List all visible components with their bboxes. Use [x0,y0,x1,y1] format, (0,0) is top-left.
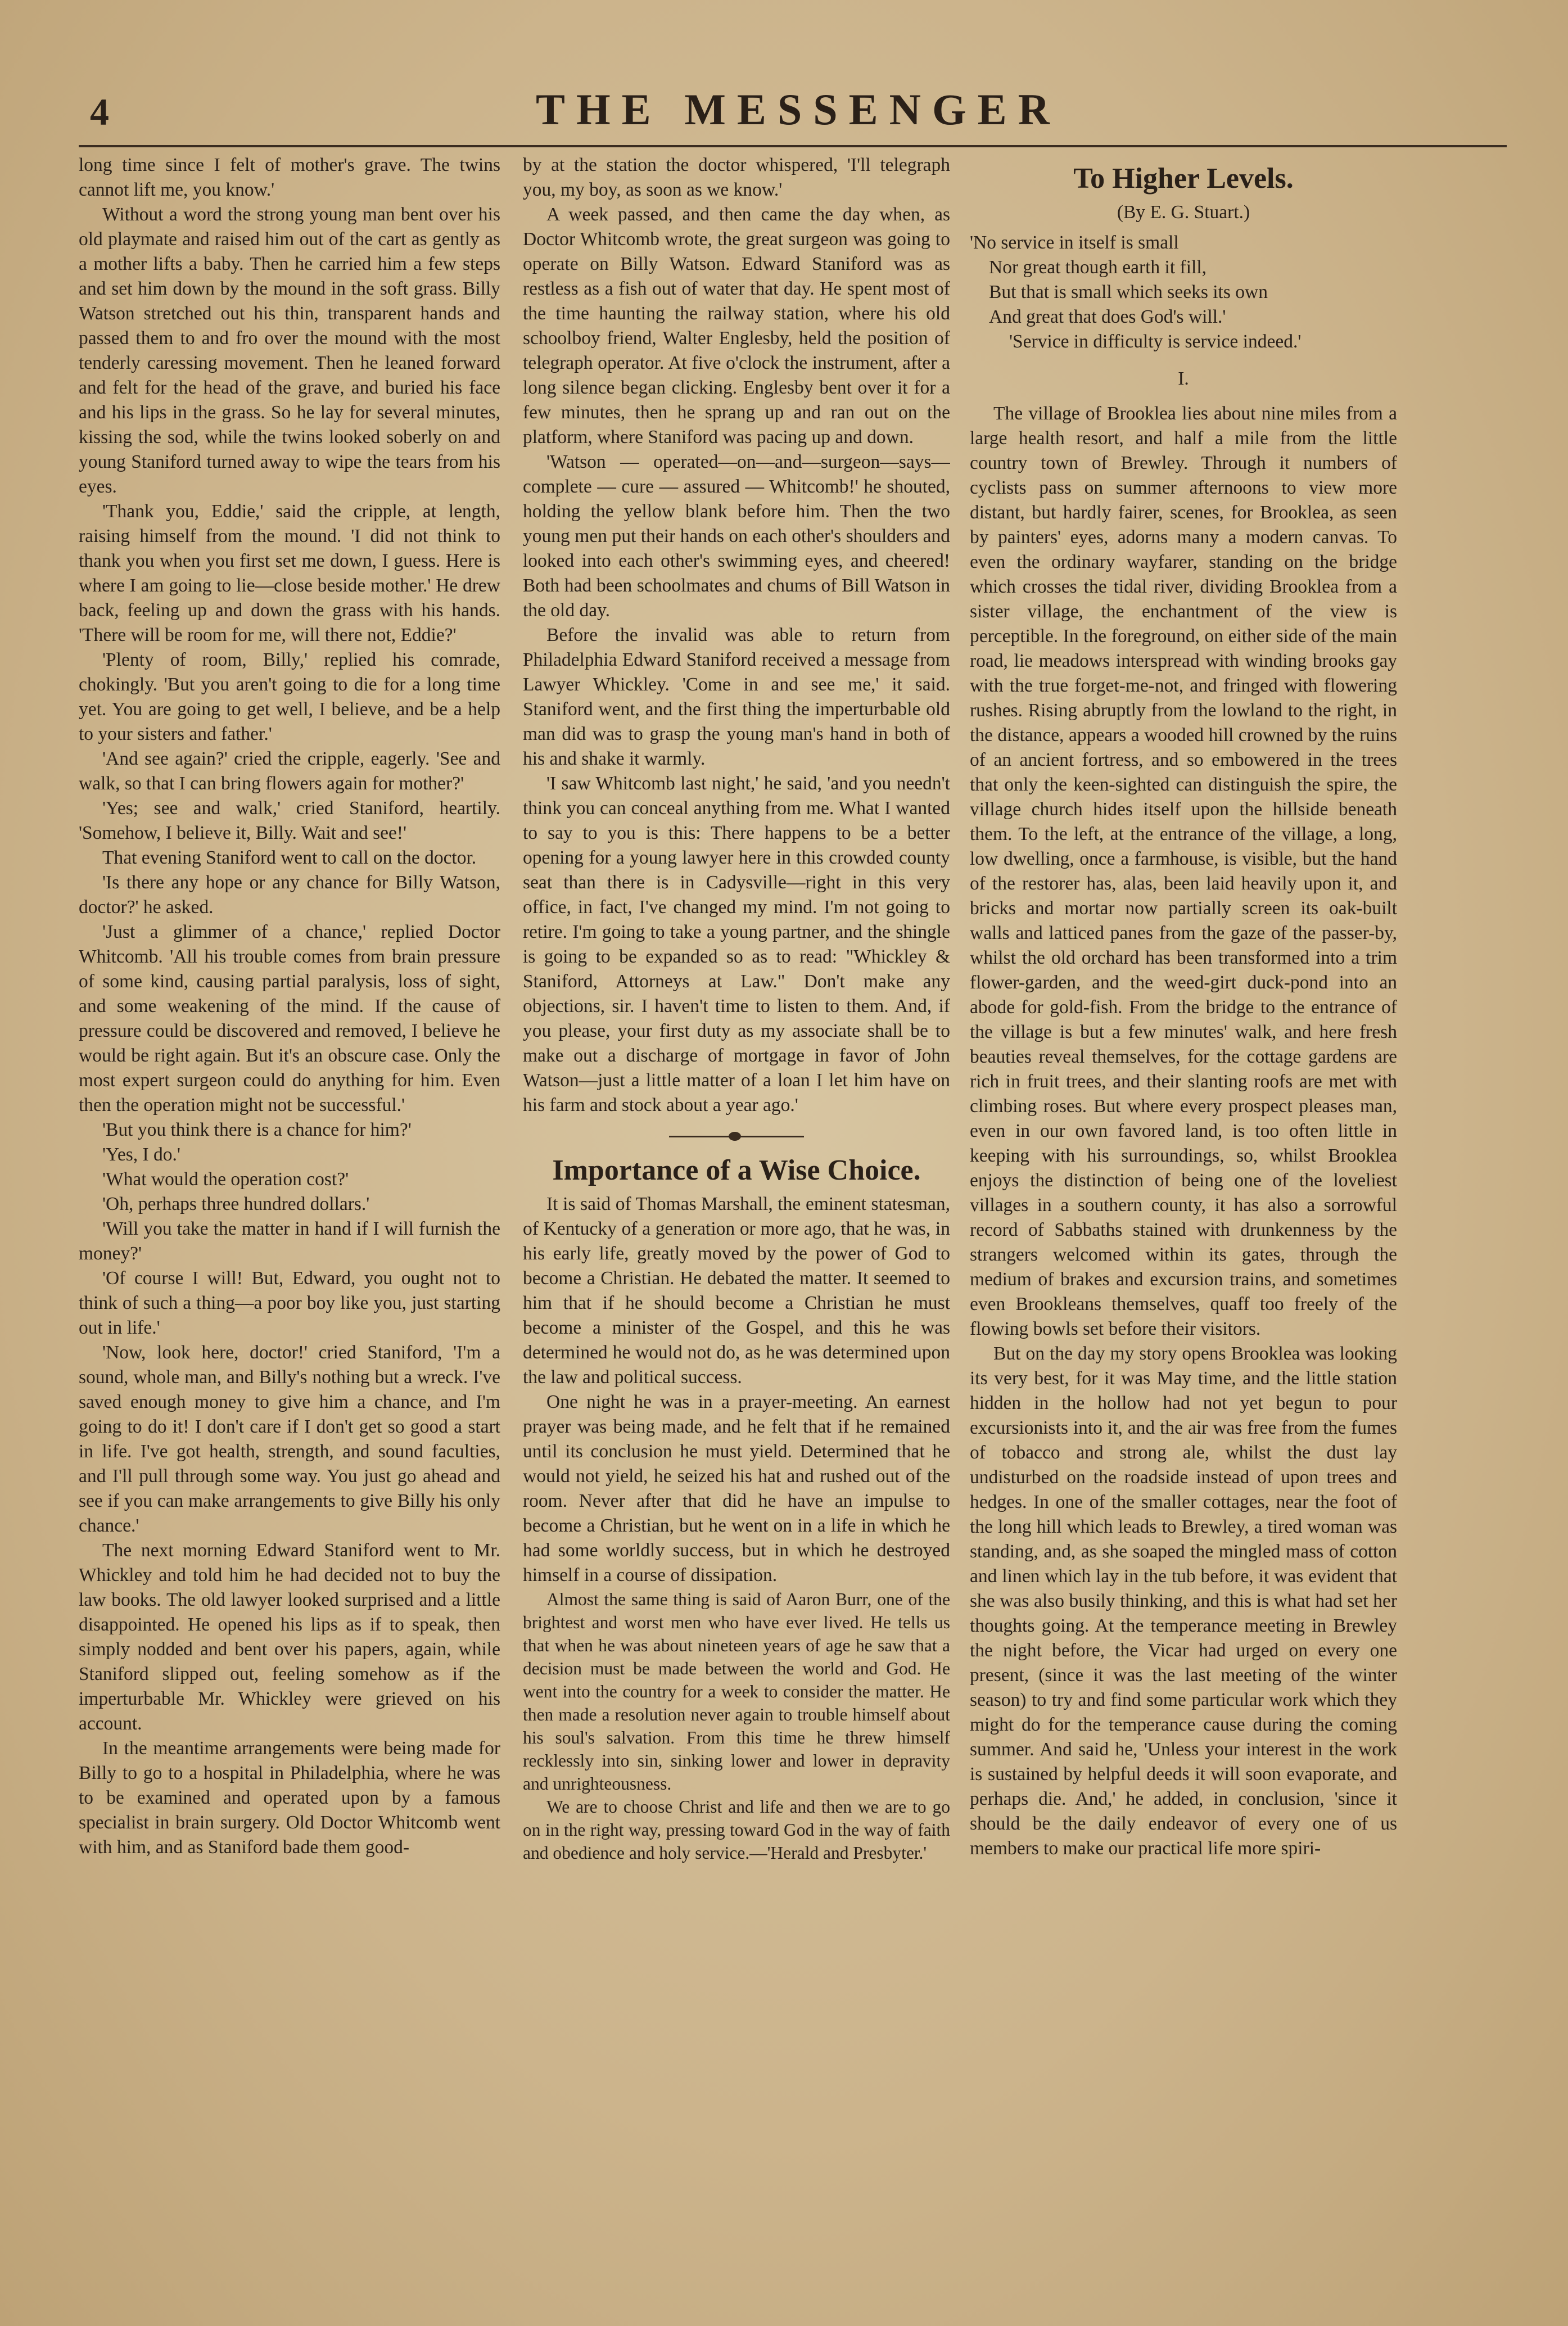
paragraph: Almost the same thing is said of Aaron Burr, one of the brightest and worst men who have ever lived. He tells us that when he was about nineteen years of age he saw that a decision must be made between the world and God. He went into the country for a week to consider the matter. He then made a resolution never again to trouble himself about his soul's salvation. From this time he threw himself recklessly into sin, sinking lower and lower in depravity and unrighteousness. [523,1589,950,1794]
paragraph: Before the invalid was able to return from Philadelphia Edward Staniford received a message from Lawyer Whickley. 'Come in and see me,' it said. Staniford went, and the first thing the imperturbable old man did was to grasp the young man's hand in both of his and shake it warmly. [523,625,950,769]
article-title: Importance of a Wise Choice. [552,1154,921,1186]
paragraph: 'Thank you, Eddie,' said the cripple, at length, raising himself from the mound. 'I did not think to thank you when you first set me down, I guess. Here is where I am going to lie—close beside mother.' He drew back, feeling up and down the grass with his hands. 'There will be room for me, will there not, Eddie?' [79,501,500,645]
paragraph: 'What would the operation cost?' [102,1169,349,1190]
paragraph: 'But you think there is a chance for him?' [102,1119,412,1140]
masthead-rule [79,145,1507,147]
paragraph: A week passed, and then came the day when, as Doctor Whitcomb wrote, the great surgeon was going to operate on Billy Watson. Edward Staniford was as restless as a fish out of water that day. He spent most of the time haunting the railway station, where his old schoolboy friend, Walter Englesby, held the position of telegraph operator. At five o'clock the instrument, after a long silence began clicking. Englesby bent over it for a few minutes, then he sprang up and ran out on the platform, where Staniford was pacing up and down. [523,204,950,448]
column-1 [79,153,500,2233]
column-3 [970,153,1397,2233]
paragraph: Without a word the strong young man bent over his old playmate and raised him out of the cart as gently as a mother lifts a baby. Then he carried him a few steps and set him down by the mound in the soft grass. Billy Watson stretched out his thin, transparent hands and passed them to and fro over the mound with the most tenderly caressing movement. Then he leaned forward and felt for the head of the grave, and buried his face and his lips in the grass. So he lay for several minutes, kissing the sod, while the twins looked soberly on and young Staniford turned away to wipe the tears from his eyes. [79,204,500,497]
paragraph: 'Watson — operated—on—and—surgeon—says—complete — cure — assured — Whitcomb!' he shouted, holding the yellow blank before him. Then the two young men put their hands on each other's shoulders and looked into each other's swimming eyes, and cheered! Both had been schoolmates and chums of Bill Watson in the old day. [523,451,950,621]
column-2 [523,153,950,2233]
article-divider [523,1128,950,1145]
article-title: To Higher Levels. [1073,162,1294,195]
masthead [79,84,1518,146]
paragraph: 'Will you take the matter in hand if I will furnish the money?' [79,1218,500,1264]
paragraph: 'Now, look here, doctor!' cried Staniford, 'I'm a sound, whole man, and Billy's nothing but a wreck. I've saved enough money to give him a chance, and I'm going to do it! I don't care if I don't get so good a start in life. I've got health, strength, and sound faculties, and I'll pull through some way. You just go ahead and see if you can make arrangements to give Billy his only chance.' [79,1342,500,1536]
verse-line: Nor great though earth it fill, [989,257,1207,278]
paragraph: 'Is there any hope or any chance for Billy Watson, doctor?' he asked. [79,872,500,918]
paragraph: But on the day my story opens Brooklea was looking its very best, for it was May time, and the little station hidden in the hollow had not yet begun to pour excursionists into it, and the air was free from the fumes of tobacco and strong ale, whilst the dust lay undisturbed on the roadside instead of upon trees and hedges. In one of the smaller cottages, near the foot of the long hill which leads to Brewley, a tired woman was standing, and, as she soaped the mingled mass of cotton and linen which lay in the tub before, it was evident that she was also busily thinking, and this is what had set her thoughts going. At the temperance meeting in Brewley the night before, the Vicar had urged on every one present, (since it was the last meeting of the winter season) to try and find some particular work which they might do for the temperance cause during the coming summer. And said he, 'Unless your interest in the work is sustained by helpful deeds it will soon evaporate, and perhaps die. And,' he added, in conclusion, 'since it should be the daily endeavor of every one of us members to make our practical life more spiri- [970,1343,1397,1859]
paragraph: The village of Brooklea lies about nine miles from a large health resort, and half a mile from the little country town of Brewley. Through it numbers of cyclists pass on summer afternoons to view more distant, but hardly fairer, scenes, for Brooklea, as seen by painters' eyes, adorns many a modern canvas. To even the ordinary wayfarer, standing on the bridge which crosses the tidal river, dividing Brooklea from a sister village, the enchantment of the view is perceptible. In the foreground, on either side of the main road, lie meadows interspread with winding brooks gay with the true forget-me-not, and fringed with flowering rushes. Rising abruptly from the lowland to the right, in the distance, appears a wooded hill crowned by the ruins of an ancient fortress, and so embowered in the trees that only the keen-sighted can distinguish the spire, the village church hides itself upon the hillside beneath them. To the left, at the entrance of the village, a long, low dwelling, once a farmhouse, is visible, but the hand of the restorer has, alas, been laid heavily upon it, and bricks and mortar now partially screen its oak-built walls and latticed panes from the gaze of the passer-by, whilst the old orchard has been transformed into a trim flower-garden, and the weed-girt duck-pond into an abode for gold-fish. From the bridge to the entrance of the village is but a few minutes' walk, and here fresh beauties reveal themselves, for the cottage gardens are rich in fruit trees, and their slanting roofs are met with climbing roses. But where every prospect pleases man, even in our own favored land, is too often little in keeping with his surroundings, so, whilst Brooklea enjoys the distinction of being one of the loveliest villages in a southern county, it has also a sorrowful record of Sabbaths stained with drunkenness by the strangers welcomed within its gates, through the medium of brakes and excursion trains, and sometimes even Brookleans themselves, quaff too freely of the flowing bowls set before their visitors. [970,403,1397,1339]
paragraph: by at the station the doctor whispered, 'I'll telegraph you, my boy, as soon as we know.' [523,155,950,200]
verse-line: But that is small which seeks its own [989,282,1268,302]
paragraph: long time since I felt of mother's grave. The twins cannot lift me, you know.' [79,155,500,200]
paragraph: One night he was in a prayer-meeting. An earnest prayer was being made, and he felt that if he remained until its conclusion he must yield. Determined that he would not yield, he seized his hat and rushed out of the room. Never after that did he have an impulse to become a Christian, but he went on in a life in which he had some worldly success, but in which he destroyed himself in a course of dissipation. [523,1392,950,1586]
verse-line: 'No service in itself is small [970,232,1179,253]
section-number: I. [1178,368,1189,389]
paragraph: 'Yes, I do.' [102,1144,180,1165]
paragraph: 'Oh, perhaps three hundred dollars.' [102,1194,370,1214]
epigraph-verse [970,231,1397,354]
paragraph: That evening Staniford went to call on the doctor. [102,847,477,868]
paragraph: 'And see again?' cried the cripple, eagerly. 'See and walk, so that I can bring flowers again for mother?' [79,748,500,794]
paragraph: The next morning Edward Staniford went to Mr. Whickley and told him he had decided not to buy the law books. The old lawyer looked surprised and a little disappointed. He opened his lips as if to speak, then simply nodded and bent over his papers, again, while Staniford slipped out, feeling somehow as if the imperturbable Mr. Whickley were grieved on his account. [79,1540,500,1734]
verse-line: And great that does God's will.' [989,306,1226,327]
paragraph: 'Of course I will! But, Edward, you ought not to think of such a thing—a poor boy like you, just starting out in life.' [79,1268,500,1338]
paragraph: 'Plenty of room, Billy,' replied his comrade, chokingly. 'But you aren't going to die for a long time yet. You are going to get well, I believe, and be a help to your sisters and father.' [79,649,500,744]
verse-line: 'Service in difficulty is service indeed.' [1009,331,1302,352]
paragraph: 'Just a glimmer of a chance,' replied Doctor Whitcomb. 'All his trouble comes from brain pressure of some kind, causing partial paralysis, loss of sight, and some weakening of the mind. If the cause of pressure could be discovered and removed, I believe he would be right again. But it's an obscure case. Only the most expert surgeon could do anything for him. Even then the operation might not be successful.' [79,922,500,1115]
paper-title: THE MESSENGER [535,85,1061,134]
page-number: 4 [90,91,109,133]
byline: (By E. G. Stuart.) [1117,202,1250,223]
paragraph: In the meantime arrangements were being made for Billy to go to a hospital in Philadelphia, where he was to be examined and operated upon by a famous specialist in brain surgery. Old Doctor Whitcomb went with him, and as Staniford bade them good- [79,1738,500,1858]
paragraph: We are to choose Christ and life and then we are to go on in the right way, pressing toward God in the way of faith and obedience and holy service.—'Herald and Presbyter.' [523,1797,950,1863]
paragraph: It is said of Thomas Marshall, the eminent statesman, of Kentucky of a generation or more ago, that he was, in his early life, greatly moved by the power of God to become a Christian. He debated the matter. It seemed to him that if he should become a Christian he must become a minister of the Gospel, and this he was determined he would not do, as he was determined upon the law and political success. [523,1194,950,1388]
paragraph: 'Yes; see and walk,' cried Staniford, heartily. 'Somehow, I believe it, Billy. Wait and see!' [79,798,500,843]
paragraph: 'I saw Whitcomb last night,' he said, 'and you needn't think you can conceal anything from me. What I wanted to say to you is this: There happens to be a better opening for a young lawyer here in this crowded county seat than there is in Cadysville—right in this very office, in fact, I've changed my mind. I'm not going to retire. I'm going to take a young partner, and the shingle is going to be expanded so as to read: "Whickley & Staniford, Attorneys at Law." Don't make any objections, sir. I haven't time to listen to them. And, if you please, your first duty as my associate shall be to make out a discharge of mortgage in favor of John Watson—just a little matter of a loan I let him have on his farm and stock about a year ago.' [523,773,950,1115]
